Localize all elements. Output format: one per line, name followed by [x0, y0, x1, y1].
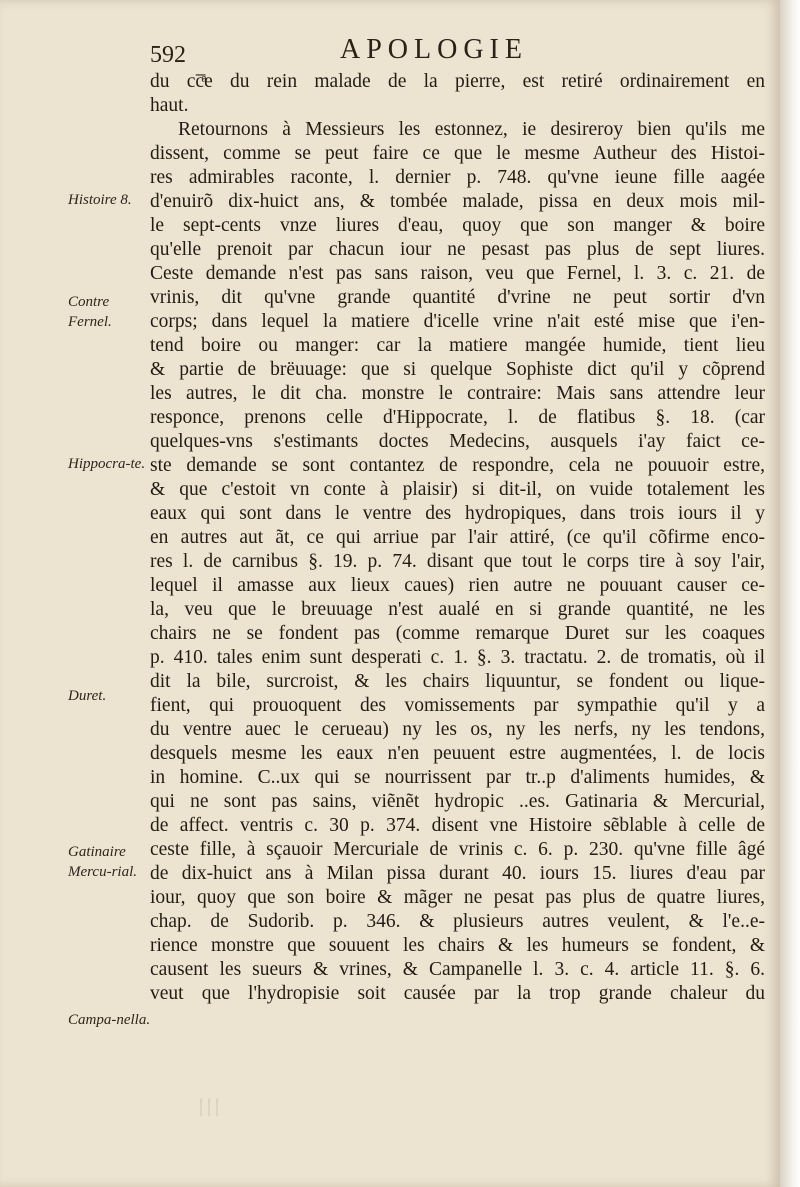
marginal-note-hippocrate: Hippocra-te. [68, 456, 146, 472]
text-line: desquels mesme les eaux n'en peuuent estre augmentées, l. de locis [150, 743, 765, 764]
running-title: APOLOGIE [340, 34, 528, 65]
text-line: & que c'estoit vn conte à plaisir) si dit-il, on vuide totalement les [150, 479, 765, 500]
text-line: in homine. C..ux qui se nourrissent par tr..p d'aliments humides, & [150, 767, 765, 788]
text-line: chairs ne se fondent pas (comme remarque Duret sur les coaques [150, 623, 765, 644]
text-line: lequel il amasse aux lieux caues) rien autre ne pouuant causer ce- [150, 575, 765, 596]
text-line: veut que l'hydropisie soit causée par la trop grande chaleur du [150, 983, 765, 1004]
page-number: 592 [150, 42, 186, 68]
text-line: qui ne sont pas sains, viẽnẽt hydropic ..es. Gatinaria & Mercurial, [150, 791, 765, 812]
text-line: tend boire ou manger: car la matiere mangée humide, tient lieu [150, 335, 765, 356]
text-line: dissent, comme se peut faire ce que le mesme Autheur des Histoi- [150, 143, 765, 164]
text-line: qu'elle prenoit par chacun iour ne pesast pas plus de sept liures. [150, 239, 765, 260]
marginal-note-fernel: Contre Fernel. [68, 294, 112, 330]
marginal-note-duret: Duret. [68, 688, 107, 704]
text-line: Retournons à Messieurs les estonnez, ie desireroy bien qu'ils me [178, 119, 765, 140]
text-line: les autres, le dit cha. monstre le contraire: Mais sans attendre leur [150, 383, 765, 404]
text-line: res l. de carnibus §. 19. p. 74. disant que tout le corps tire à soy l'air, [150, 551, 765, 572]
text-line: rience monstre que souuent les chairs & les humeurs se fondent, & [150, 935, 765, 956]
text-line: dit la bile, surcroist, & les chairs liquuntur, se fondent ou lique- [150, 671, 765, 692]
page-header [0, 32, 780, 72]
text-line: corps; dans lequel la matiere d'icelle vrine n'ait esté mise que i'en- [150, 311, 765, 332]
text-line: eaux qui sont dans le ventre des hydropiques, dans trois iours il y [150, 503, 765, 524]
text-line: haut. [150, 95, 189, 116]
text-line: quelques-vns s'estimants doctes Medecins, ausquels i'ay faict ce- [150, 431, 765, 452]
marginal-note-gatinaire: Gatinaire Mercu-rial. [68, 844, 138, 880]
text-line: Ceste demande n'est pas sans raison, veu que Fernel, l. 3. c. 21. de [150, 263, 765, 284]
page-edge [780, 0, 800, 1187]
marginal-note-campanella: Campa-nella. [68, 1012, 151, 1028]
main-text [150, 70, 765, 1006]
text-line: causent les sueurs & vrines, & Campanelle l. 3. c. 4. article 11. §. 6. [150, 959, 765, 980]
text-line: p. 410. tales enim sunt desperati c. 1. §. 3. tractatu. 2. de tromatis, où il [150, 647, 765, 668]
text-line: vrinis, dit qu'vne grande quantité d'vrine ne peut sortir d'vn [150, 287, 765, 308]
ink-show-through: ||| [195, 1095, 220, 1117]
text-line: responce, prenons celle d'Hippocrate, l. de flatibus §. 18. (car [150, 407, 765, 428]
text-line: res admirables raconte, l. dernier p. 748. qu'vne ieune fille aagée [150, 167, 765, 188]
text-line: de dix-huict ans à Milan pissa durant 40. iours 15. liures d'eau par [150, 863, 765, 884]
marginal-note-histoire: Histoire 8. [68, 192, 132, 208]
text-line: en autres aut ãt, ce qui arriue par l'air attiré, (ce qu'il cõfirme enco- [150, 527, 765, 548]
text-line: d'enuirõ dix-huict ans, & tombée malade, pissa en deux mois mil- [150, 191, 765, 212]
text-line: ste demande se sont contantez de respondre, cela ne pouuoir estre, [150, 455, 765, 476]
text-line: du cc̅ͣe du rein malade de la pierre, est retiré ordinairement en [150, 71, 765, 92]
text-line: de affect. ventris c. 30 p. 374. disent vne Histoire sẽblable à celle de [150, 815, 765, 836]
text-line: ceste fille, à sçauoir Mercuriale de vrinis c. 6. p. 230. qu'vne fille âgé [150, 839, 765, 860]
text-line: fient, qui prouoquent des vomissements par sympathie qu'il y a [150, 695, 765, 716]
text-line: la, veu que le breuuage n'est aualé en si grande quantité, ne les [150, 599, 765, 620]
text-line: iour, quoy que son boire & mãger ne pesat pas plus de quatre liures, [150, 887, 765, 908]
text-line: & partie de brëuuage: que si quelque Sophiste dict qu'il y cõprend [150, 359, 765, 380]
text-line: chap. de Sudorib. p. 346. & plusieurs autres veulent, & l'e..e- [150, 911, 765, 932]
text-line: du ventre auec le cerueau) ny les os, ny les nerfs, ny les tendons, [150, 719, 765, 740]
text-line: le sept-cents vnze liures d'eau, quoy que son manger & boire [150, 215, 765, 236]
